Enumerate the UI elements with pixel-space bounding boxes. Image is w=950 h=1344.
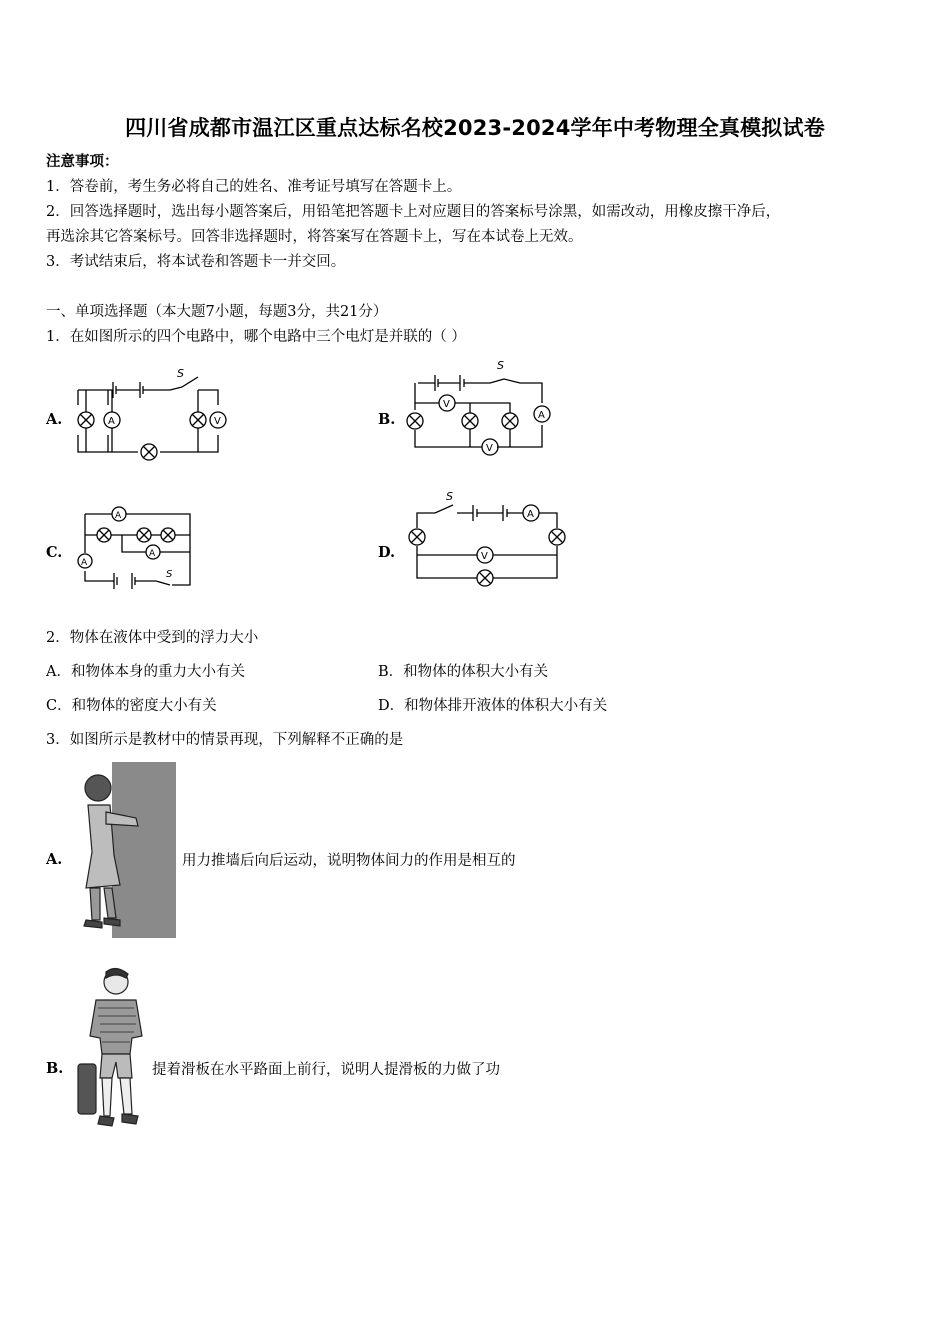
voltmeter-label: V bbox=[486, 443, 493, 454]
question-2-stem: 2．物体在液体中受到的浮力大小 bbox=[46, 630, 259, 646]
switch-label: S bbox=[446, 490, 453, 503]
q2-option-b[interactable]: B．和物体的体积大小有关 bbox=[378, 664, 549, 680]
q3-option-a-label[interactable]: A. bbox=[46, 851, 63, 868]
voltmeter-label: V bbox=[443, 399, 450, 410]
voltmeter-label: V bbox=[214, 416, 221, 427]
ammeter-label: A bbox=[527, 509, 534, 520]
boy-with-skateboard-illustration bbox=[72, 966, 152, 1141]
q2-option-c[interactable]: C．和物体的密度大小有关 bbox=[46, 698, 217, 714]
ammeter-label: A bbox=[81, 558, 88, 568]
notice-item: 1．答卷前，考生务必将自己的姓名、准考证号填写在答题卡上。 bbox=[46, 179, 462, 195]
ammeter-label: A bbox=[149, 549, 156, 559]
page-title: 四川省成都市温江区重点达标名校2023-2024学年中考物理全真模拟试卷 bbox=[125, 116, 825, 140]
q3-option-a-text: 用力推墙后向后运动，说明物体间力的作用是相互的 bbox=[182, 853, 516, 869]
switch-label: S bbox=[166, 569, 173, 580]
notice-item: 再选涂其它答案标号。回答非选择题时，将答案写在答题卡上，写在本试卷上无效。 bbox=[46, 229, 583, 245]
q3-option-b-text: 提着滑板在水平路面上前行，说明人提滑板的力做了功 bbox=[152, 1062, 500, 1078]
q1-option-a-label[interactable]: A. bbox=[46, 411, 63, 428]
q3-option-b-label[interactable]: B. bbox=[46, 1060, 64, 1077]
girl-pushing-wall-illustration bbox=[76, 760, 178, 940]
q1-option-b-label[interactable]: B. bbox=[378, 411, 396, 428]
ammeter-label: A bbox=[108, 416, 115, 427]
q1-option-d-label[interactable]: D. bbox=[378, 544, 396, 561]
q2-option-d[interactable]: D．和物体排开液体的体积大小有关 bbox=[378, 698, 608, 714]
notice-item: 3．考试结束后，将本试卷和答题卡一并交回。 bbox=[46, 254, 346, 270]
question-1-stem: 1．在如图所示的四个电路中，哪个电路中三个电灯是并联的（ ） bbox=[46, 329, 466, 345]
ammeter-label: A bbox=[538, 410, 545, 421]
notice-heading: 注意事项： bbox=[46, 153, 119, 170]
circuit-diagram-c bbox=[70, 497, 205, 592]
circuit-diagram-a bbox=[70, 365, 230, 460]
question-3-stem: 3．如图所示是教材中的情景再现，下列解释不正确的是 bbox=[46, 732, 404, 748]
switch-label: S bbox=[497, 359, 504, 372]
notice-item: 2．回答选择题时，选出每小题答案后，用铅笔把答题卡上对应题目的答案标号涂黑，如需改动，用橡皮擦干净后， bbox=[46, 204, 781, 220]
q1-option-c-label[interactable]: C. bbox=[46, 544, 63, 561]
circuit-diagram-d bbox=[405, 488, 570, 583]
voltmeter-label: V bbox=[481, 551, 488, 562]
q2-option-a[interactable]: A．和物体本身的重力大小有关 bbox=[46, 664, 245, 680]
ammeter-label: A bbox=[115, 511, 122, 521]
section-heading: 一、单项选择题（本大题7小题，每题3分，共21分） bbox=[46, 304, 388, 320]
circuit-diagram-b bbox=[400, 355, 565, 465]
switch-label: S bbox=[177, 367, 184, 380]
